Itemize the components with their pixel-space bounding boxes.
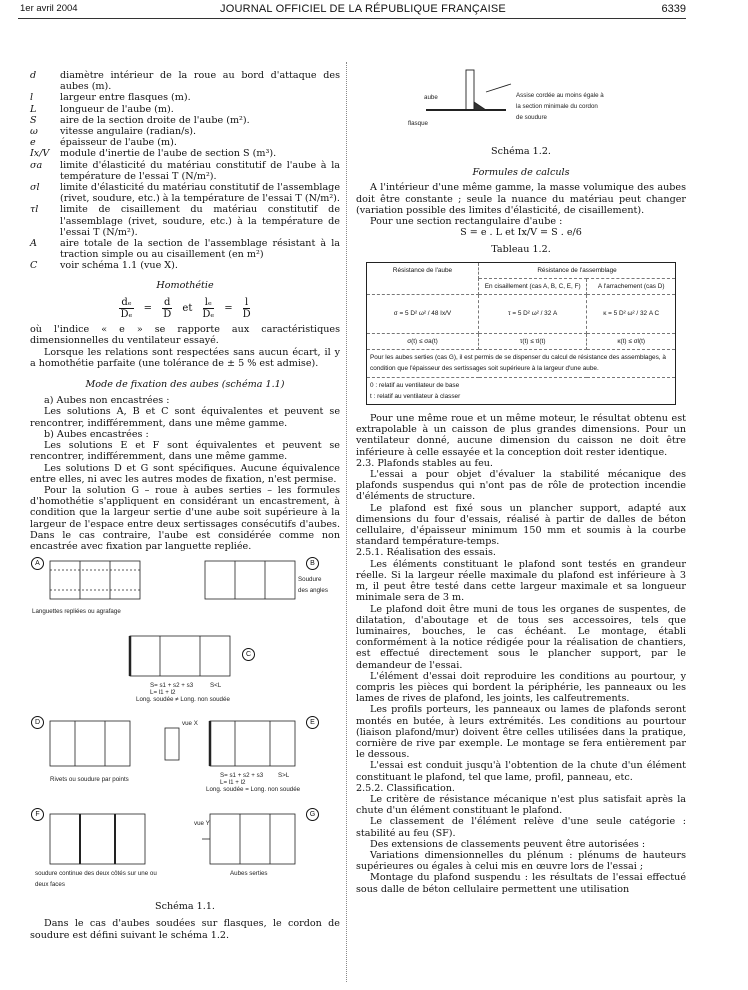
definition-symbol: C (30, 260, 38, 272)
definition-text: aire de la section droite de l'aube (m²). (60, 114, 250, 126)
homothetie-formula (30, 297, 340, 320)
definition-row (30, 182, 340, 204)
denominator: Dₑ (120, 309, 133, 321)
definition-symbol: σl (30, 182, 40, 194)
definition-symbol: τl (30, 204, 39, 216)
label-c1: S= s1 + s2 + s3 (150, 682, 194, 690)
table-header-row (367, 262, 676, 278)
paragraph: Les éléments constituant le plafond sont testés en grandeur réelle. Si la largeur réelle maximale du plafond est inférieure à 3 m, il peut être testé dans cette largeur maximale et sa longueur minimale sera de 3 m. (356, 558, 686, 604)
paragraph: Pour une section rectangulaire d'aube : (370, 216, 563, 228)
schema-1-2-figure (356, 62, 686, 128)
paragraph: Lorsque les relations sont respectées sans aucun écart, il y a homothétie parfaite (une tolérance de ± 5 % est admise). (30, 346, 340, 369)
numerator: d (164, 296, 171, 308)
footnote-line: t : relatif au ventilateur à classer (370, 392, 461, 400)
rotor-sketch-f (50, 814, 145, 864)
rotor-sketch-c (130, 636, 230, 676)
header-date: 1er avril 2004 (20, 3, 78, 14)
marker-g: G (306, 808, 319, 821)
definition-row (30, 137, 340, 148)
paragraph: Les solutions E et F sont équivalentes et peuvent se rencontrer, indifféremment, dans une même gamme. (30, 440, 340, 463)
label-e1: S= s1 + s2 + s3 (220, 772, 264, 780)
table-footnote (367, 377, 676, 404)
label-c3: L= l1 + l2 (150, 689, 176, 697)
schema-1-1-caption: Schéma 1.1. (155, 901, 215, 913)
paragraph: A l'intérieur d'une même gamme, la masse volumique des aubes doit être constante ; seule la nuance du matériau peut changer (variation possible des limites d'élasticité, de cisaillement). (356, 182, 686, 216)
definition-row (30, 160, 340, 182)
definition-row (30, 92, 340, 103)
denominator: D (163, 309, 172, 321)
paragraph: Le critère de résistance mécanique n'est plus satisfait après la chute d'un élément constituant le plafond. (356, 793, 686, 817)
schema-1-2-caption: Schéma 1.2. (491, 146, 551, 157)
label-c4: Long. soudée ≠ Long. non soudée (136, 696, 230, 704)
column-divider (346, 62, 347, 982)
section-title: Formules de calculs (472, 167, 570, 179)
right-column (356, 62, 686, 895)
paragraph: Les profils porteurs, les panneaux ou lames de plafonds seront montés en butée, à leurs extrémités. Les conditions au pourtour (liaison plafond/mur) doivent être celles utilisées dans la pratique, cornière de rive par exemple. Le montage se fera entièrement par le dessous. (356, 704, 686, 761)
paragraph: Des extensions de classements peuvent être autorisées : (370, 838, 646, 850)
definition-text: limite d'élasticité du matériau constitutif de l'assemblage (rivet, soudure, etc.) à la température de l'essai T (N/m²). (60, 182, 340, 205)
numerator: l (245, 296, 249, 308)
paragraph: Le classement de l'élément relève d'une seule catégorie : stabilité au feu (SF). (356, 816, 686, 839)
label-e3: L= l1 + l2 (220, 779, 246, 787)
table-cell: σ(t) ≤ σa(t) (367, 334, 479, 350)
definition-symbol: σa (30, 159, 43, 171)
rotor-sketch-a (50, 561, 140, 599)
definition-row (30, 148, 340, 159)
table-header-cell: Résistance de l'assemblage (479, 262, 676, 278)
header-page-number: 6339 (661, 3, 686, 15)
paragraph: Dans le cas d'aubes soudées sur flasques, le cordon de soudure est défini suivant le schéma 1.2. (30, 918, 340, 941)
definition-text: diamètre intérieur de la roue au bord d'attaque des aubes (m). (60, 70, 340, 93)
section-heading: 2.5.1. Réalisation des essais. (356, 547, 496, 559)
page-header (0, 3, 748, 19)
table-cell: σ = 5 D² ω² / 48 Ix/V (367, 295, 479, 334)
label-g1: vue Y (194, 820, 210, 828)
definition-row (30, 70, 340, 92)
formula-fraction (243, 297, 251, 320)
label-d1: vue X (182, 720, 198, 728)
definitions-list (30, 70, 340, 272)
marker-a: A (31, 557, 44, 570)
label-aube: aube (424, 94, 438, 101)
definition-text: voir schéma 1.1 (vue X). (60, 260, 178, 272)
paragraph: Le plafond doit être muni de tous les organes de suspentes, de dilatation, d'aboutage et de tous ses accessoires, tels que luminaires, bouches, le cas échéant. Le montage, établi conformément à la notice rédigée pour la réalisation de chantiers, est effectué directement sous le plancher support, par le demandeur de l'essai. (356, 603, 686, 671)
formula-fraction (162, 297, 172, 320)
table-row (367, 334, 676, 350)
blade-section (466, 70, 474, 110)
label-g2: Aubes serties (230, 870, 268, 878)
definition-text: longueur de l'aube (m). (60, 103, 174, 115)
table-cell: κ = 5 D² ω² / 32 A C (587, 295, 676, 334)
table-header-cell: A l'arrachement (cas D) (587, 278, 676, 294)
table-row (367, 295, 676, 334)
label-d2: Rivets ou soudure par points (50, 776, 129, 784)
definition-symbol: Ix/V (30, 148, 50, 160)
definition-symbol: A (30, 238, 37, 250)
marker-d: D (31, 716, 44, 729)
definition-text: aire totale de la section de l'assemblage résistant à la traction simple ou au cisaillement (en m²) (60, 238, 340, 261)
definition-row (30, 126, 340, 137)
numerator: lₑ (204, 296, 212, 308)
rotor-sketch-b (205, 561, 295, 599)
paragraph: Pour la solution G – roue à aubes serties – les formules d'homothétie s'appliquent en considérant un encastrement, à condition que la largeur sertie d'une aube soit supérieure à la largeur de l'espace entre deux sertissages consécutifs d'aubes. Dans le cas contraire, l'aube est considérée comme non encastrée avec fixation par languette repliée. (30, 484, 340, 552)
table-note: Pour les aubes serties (cas G), il est permis de se dispenser du calcul de résistance des assemblages, à condition que l'épaisseur des sertissages soit supérieure à la largeur d'une aube. (367, 350, 676, 377)
definition-text: limite de cisaillement du matériau constitutif de l'assemblage (rivet, soudure, etc.) à la température de l'essai T (N/m²). (60, 204, 340, 238)
numerator: dₑ (121, 296, 132, 308)
paragraph: où l'indice « e » se rapporte aux caractéristiques dimensionnelles du ventilateur essayé. (30, 324, 340, 347)
formula-fraction (202, 297, 214, 320)
definition-text: épaisseur de l'aube (m). (60, 137, 177, 149)
subheading: b) Aubes encastrées : (44, 428, 149, 440)
paragraph: Le plafond est fixé sous un plancher support, adapté aux dimensions du four d'essais, réalisé à partir de dalles de béton cellulaire, d'épaisseur minimum 150 mm et soumis à la courbe standard température-temps. (356, 502, 686, 548)
label-a: Languettes repliées ou agrafage (32, 608, 121, 616)
marker-b: B (306, 557, 319, 570)
label-cordon-note: Assise cordée au moins égale à la section minimale du cordon de soudure (516, 92, 604, 122)
table-header-cell: Résistance de l'aube (367, 262, 479, 294)
label-flasque: flasque (408, 120, 428, 127)
homothetie-title: Homothétie (156, 279, 214, 291)
definition-row (30, 204, 340, 238)
formula-section: S = e . L et Ix/V = S . e/6 (460, 227, 582, 239)
definition-row (30, 115, 340, 126)
definition-symbol: L (30, 103, 37, 115)
label-f: soudure continue des deux côtés sur une ou deux faces (35, 870, 157, 889)
rotor-sketch-e (210, 721, 295, 766)
header-title: JOURNAL OFFICIEL DE LA RÉPUBLIQUE FRANÇAISE (220, 3, 506, 15)
paragraph: Les solutions A, B et C sont équivalentes et peuvent se rencontrer, indifféremment, dans une même gamme. (30, 406, 340, 429)
conjunction: et (182, 302, 193, 314)
paragraph: L'essai est conduit jusqu'à l'obtention de la chute d'un élément constituant le plafond, tel que lame, profil, panneau, etc. (356, 760, 686, 783)
marker-e: E (306, 716, 319, 729)
denominator: Dₑ (202, 309, 215, 321)
view-x-detail (165, 728, 179, 760)
definition-symbol: l (30, 92, 34, 104)
table-cell: κ(t) ≤ σl(t) (587, 334, 676, 350)
equals-sign: = (143, 302, 152, 314)
table-cell: τ(t) ≤ τl(t) (479, 334, 587, 350)
definition-text: limite d'élasticité du matériau constitutif de l'aube à la température de l'essai T (N/m²). (60, 159, 340, 182)
paragraph: L'essai a pour objet d'évaluer la stabilité mécanique des plafonds suspendus qui n'ont pas de rôle de protection incendie d'éléments de structure. (356, 469, 686, 503)
label-c2: S<L (210, 682, 222, 690)
denominator: D (242, 309, 251, 321)
table-row (367, 377, 676, 404)
definition-symbol: ω (30, 126, 38, 138)
paragraph: Montage du plafond suspendu : les résultats de l'essai effectué sous dalle de béton cellulaire permettent une utilisation (356, 872, 686, 895)
paragraph: Les solutions D et G sont spécifiques. Aucune équivalence entre elles, ni avec les autres modes de fixation, n'est permise. (30, 462, 340, 485)
schema-1-1-figure (30, 556, 330, 901)
definition-text: vitesse angulaire (radian/s). (60, 126, 197, 138)
section-heading: 2.5.2. Classification. (356, 782, 455, 794)
label-e4: Long. soudée = Long. non soudée (206, 786, 301, 794)
marker-f: F (31, 808, 44, 821)
footnote-line: 0 : relatif au ventilateur de base (370, 381, 460, 389)
formula-fraction (119, 297, 133, 320)
definition-text: largeur entre flasques (m). (60, 92, 191, 104)
definition-row (30, 238, 340, 260)
left-column (30, 70, 340, 941)
table-header-cell: En cisaillement (cas A, B, C, E, F) (479, 278, 587, 294)
definition-symbol: e (30, 137, 36, 149)
section-heading: 2.3. Plafonds stables au feu. (356, 457, 493, 469)
equals-sign: = (224, 302, 233, 314)
table-1-2 (366, 262, 676, 405)
section-title: Mode de fixation des aubes (schéma 1.1) (85, 379, 285, 391)
definition-row (30, 104, 340, 115)
paragraph: Pour une même roue et un même moteur, le résultat obtenu est extrapolable à un caisson de plus grandes dimensions. Pour un ventilateur donné, aucune dimension du caisson ne doit être inférieure à celle essayée et la conception doit rester identique. (356, 413, 686, 458)
label-b: Soudure des angles (298, 576, 328, 595)
rotor-sketch-g (210, 814, 295, 864)
rotor-sketch-d (50, 721, 130, 766)
definition-symbol: S (30, 114, 37, 126)
label-e2: S>L (278, 772, 290, 780)
definition-symbol: d (30, 70, 37, 81)
marker-c: C (242, 648, 255, 661)
subheading: a) Aubes non encastrées : (44, 395, 170, 407)
definition-text: module d'inertie de l'aube de section S (m³). (60, 148, 277, 160)
header-rule (18, 18, 686, 19)
table-cell: τ = 5 D² ω² / 32 A (479, 295, 587, 334)
table-row (367, 350, 676, 377)
paragraph: Variations dimensionnelles du plénum : plénums de hauteurs supérieures ou égales à celui mis en œuvre lors de l'essai ; (356, 849, 686, 873)
table-title: Tableau 1.2. (491, 244, 551, 256)
definition-row (30, 260, 340, 271)
paragraph: L'élément d'essai doit reproduire les conditions au pourtour, y compris les pièces qui bordent la périphérie, les panneaux ou les lames de rives de plafond, les joints, les calfeutrements. (356, 670, 686, 705)
